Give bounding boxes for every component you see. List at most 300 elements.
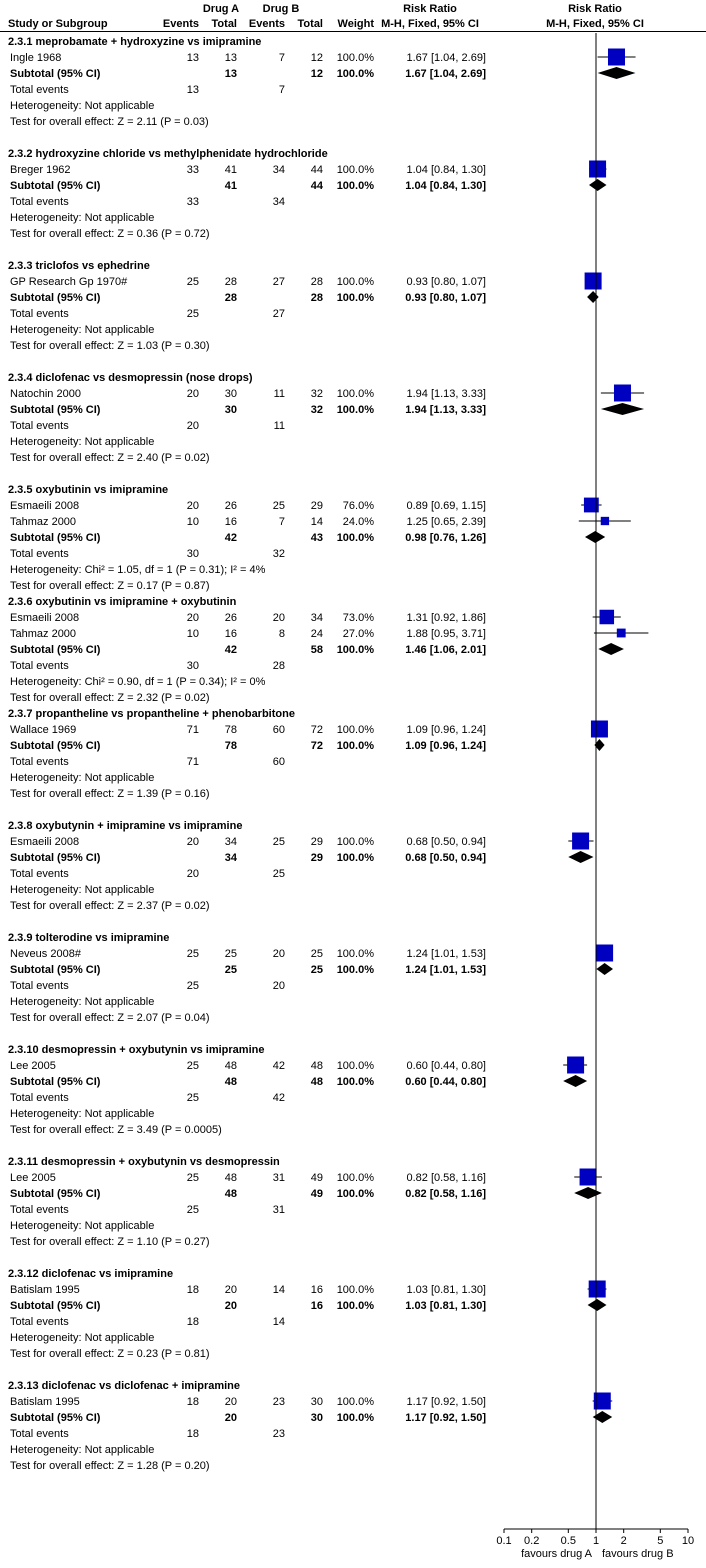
study-ci-text: 1.88 [0.95, 3.71] [406,628,486,640]
study-total-b: 34 [310,612,323,624]
risk-ratio-plot-header: Risk Ratio [568,3,622,15]
subtotal-label: Subtotal (95% CI) [10,532,101,544]
heterogeneity-text: Heterogeneity: Not applicable [10,1220,155,1232]
subtotal-total-b: 43 [310,532,323,544]
subtotal-weight: 100.0% [336,1412,374,1424]
subgroup [8,708,486,800]
forest-rows [8,36,486,1472]
subtotal-label: Subtotal (95% CI) [10,644,101,656]
total-events-label: Total events [10,548,69,560]
total-events-b: 25 [272,868,285,880]
study-name: Esmaeili 2008 [10,612,80,624]
study-total-a: 26 [224,500,237,512]
subgroup [8,484,486,592]
total-events-a: 18 [186,1316,199,1328]
subtotal-ci-text: 1.04 [0.84, 1.30] [405,180,486,192]
total-events-label: Total events [10,308,69,320]
subgroup [8,1268,486,1360]
subtotal-total-b: 49 [310,1188,323,1200]
heterogeneity-text: Heterogeneity: Not applicable [10,996,155,1008]
study-events-a: 18 [186,1396,199,1408]
subtotal-total-b: 48 [310,1076,323,1088]
x-axis-tick-label: 2 [620,1535,627,1547]
subgroup [8,148,486,240]
study-events-a: 20 [186,388,199,400]
x-axis-tick-label: 0.2 [524,1535,540,1547]
subgroup-title: 2.3.11 desmopressin + oxybutynin vs desmopressin [8,1156,280,1168]
heterogeneity-text: Heterogeneity: Not applicable [10,1332,155,1344]
study-events-a: 13 [186,52,199,64]
subgroup [8,596,486,704]
subtotal-diamond [585,531,605,543]
study-ci-text: 1.03 [0.81, 1.30] [406,1284,486,1296]
subgroup-title: 2.3.1 meprobamate + hydroxyzine vs imipramine [8,36,262,48]
subtotal-label: Subtotal (95% CI) [10,404,101,416]
subtotal-weight: 100.0% [336,68,374,80]
total-events-label: Total events [10,1204,69,1216]
study-weight: 100.0% [336,164,374,176]
study-events-a: 18 [186,1284,199,1296]
risk-ratio-header: Risk Ratio [403,3,457,15]
subtotal-label: Subtotal (95% CI) [10,740,101,752]
total-events-a: 71 [186,756,199,768]
forest-marks [563,49,648,1424]
heterogeneity-text: Heterogeneity: Not applicable [10,1444,155,1456]
total-events-b: 32 [272,548,285,560]
study-ci-text: 0.82 [0.58, 1.16] [406,1172,486,1184]
study-total-b: 72 [310,724,323,736]
study-events-b: 7 [278,52,285,64]
study-events-a: 10 [186,516,199,528]
overall-effect-text: Test for overall effect: Z = 2.37 (P = 0.02) [10,900,210,912]
subtotal-weight: 100.0% [336,740,374,752]
study-name: Esmaeili 2008 [10,500,80,512]
subtotal-diamond [598,643,624,655]
subtotal-ci-text: 1.03 [0.81, 1.30] [405,1300,486,1312]
total-events-label: Total events [10,756,69,768]
study-events-b: 20 [272,948,285,960]
heterogeneity-text: Heterogeneity: Not applicable [10,1108,155,1120]
study-events-b: 34 [272,164,285,176]
x-axis-tick-label: 10 [681,1535,695,1547]
total-b-header: Total [297,18,323,30]
subtotal-ci-text: 1.09 [0.96, 1.24] [405,740,486,752]
subtotal-ci-text: 0.93 [0.80, 1.07] [405,292,486,304]
subtotal-total-b: 32 [310,404,323,416]
subtotal-total-b: 12 [310,68,323,80]
subgroup [8,820,486,912]
subtotal-ci-text: 1.17 [0.92, 1.50] [405,1412,486,1424]
subtotal-total-a: 20 [224,1300,237,1312]
subtotal-total-b: 30 [310,1412,323,1424]
study-weight: 100.0% [336,1060,374,1072]
study-name: Neveus 2008# [10,948,81,960]
total-events-label: Total events [10,420,69,432]
overall-effect-text: Test for overall effect: Z = 2.40 (P = 0.02) [10,452,210,464]
subtotal-total-a: 42 [224,644,237,656]
total-events-b: 14 [272,1316,285,1328]
study-weight: 76.0% [342,500,374,512]
subtotal-total-a: 78 [224,740,237,752]
study-ci-text: 0.60 [0.44, 0.80] [406,1060,486,1072]
subtotal-diamond [587,291,599,303]
total-events-a: 20 [186,868,199,880]
study-ci-text: 1.24 [1.01, 1.53] [406,948,486,960]
study-total-b: 49 [310,1172,323,1184]
study-total-b: 24 [310,628,323,640]
total-events-a: 25 [186,1092,199,1104]
subtotal-weight: 100.0% [336,1076,374,1088]
heterogeneity-text: Heterogeneity: Chi² = 1.05, df = 1 (P = 0.31); I² = 4% [10,564,266,576]
subtotal-diamond [601,403,644,415]
total-events-label: Total events [10,1092,69,1104]
study-weight: 100.0% [336,1396,374,1408]
total-events-b: 23 [272,1428,285,1440]
study-total-b: 14 [310,516,323,528]
study-point [580,1169,597,1186]
subtotal-label: Subtotal (95% CI) [10,964,101,976]
study-events-b: 8 [278,628,285,640]
study-total-a: 16 [224,628,237,640]
study-total-a: 26 [224,612,237,624]
study-point [567,1057,584,1074]
study-name: Lee 2005 [10,1172,56,1184]
subtotal-total-a: 25 [224,964,237,976]
study-name: Tahmaz 2000 [10,628,77,640]
overall-effect-text: Test for overall effect: Z = 0.17 (P = 0.87) [10,580,210,592]
subtotal-total-b: 25 [310,964,323,976]
heterogeneity-text: Heterogeneity: Not applicable [10,772,155,784]
study-events-a: 71 [186,724,199,736]
subgroup [8,260,486,352]
study-total-a: 78 [224,724,237,736]
study-total-a: 34 [224,836,237,848]
subgroup [8,1156,486,1248]
study-point [600,610,615,625]
study-total-a: 30 [224,388,237,400]
study-weight: 73.0% [342,612,374,624]
favours-right-label: favours drug B [602,1548,674,1560]
subtotal-total-b: 16 [310,1300,323,1312]
study-events-a: 20 [186,500,199,512]
subtotal-ci-text: 0.60 [0.44, 0.80] [405,1076,486,1088]
subtotal-label: Subtotal (95% CI) [10,1300,101,1312]
subtotal-label: Subtotal (95% CI) [10,1412,101,1424]
subtotal-weight: 100.0% [336,1300,374,1312]
subgroup [8,372,486,464]
subtotal-diamond [596,963,613,975]
study-events-a: 25 [186,276,199,288]
study-total-a: 48 [224,1060,237,1072]
total-events-a: 25 [186,308,199,320]
x-axis-tick-label: 5 [657,1535,664,1547]
subtotal-ci-text: 0.68 [0.50, 0.94] [405,852,486,864]
subgroup-title: 2.3.10 desmopressin + oxybutynin vs imipramine [8,1044,265,1056]
subtotal-ci-text: 1.94 [1.13, 3.33] [405,404,486,416]
study-events-b: 31 [272,1172,285,1184]
overall-effect-text: Test for overall effect: Z = 1.39 (P = 0.16) [10,788,210,800]
total-events-a: 25 [186,1204,199,1216]
study-total-b: 28 [310,276,323,288]
overall-effect-text: Test for overall effect: Z = 2.32 (P = 0.02) [10,692,210,704]
total-events-a: 18 [186,1428,199,1440]
subtotal-weight: 100.0% [336,644,374,656]
study-total-a: 28 [224,276,237,288]
subtotal-ci-text: 0.98 [0.76, 1.26] [405,532,486,544]
subtotal-diamond [574,1187,602,1199]
study-total-b: 30 [310,1396,323,1408]
study-point [589,1281,606,1298]
study-events-a: 25 [186,1060,199,1072]
study-weight: 100.0% [336,836,374,848]
study-point [601,517,609,525]
subtotal-label: Subtotal (95% CI) [10,1076,101,1088]
study-total-b: 32 [310,388,323,400]
subtotal-weight: 100.0% [336,1188,374,1200]
subtotal-total-a: 34 [224,852,237,864]
subgroup-title: 2.3.12 diclofenac vs imipramine [8,1268,174,1280]
total-a-header: Total [211,18,237,30]
subtotal-weight: 100.0% [336,964,374,976]
study-ci-text: 1.67 [1.04, 2.69] [406,52,486,64]
study-events-b: 23 [272,1396,285,1408]
study-events-a: 25 [186,948,199,960]
study-events-b: 7 [278,516,285,528]
subtotal-weight: 100.0% [336,180,374,192]
subtotal-total-b: 44 [310,180,323,192]
total-events-b: 7 [278,84,285,96]
total-events-label: Total events [10,868,69,880]
study-weight: 100.0% [336,388,374,400]
subgroup-title: 2.3.8 oxybutynin + imipramine vs imipramine [8,820,243,832]
total-events-label: Total events [10,980,69,992]
study-events-a: 25 [186,1172,199,1184]
subtotal-ci-text: 1.46 [1.06, 2.01] [405,644,486,656]
study-ci-text: 1.31 [0.92, 1.86] [406,612,486,624]
subtotal-total-a: 20 [224,1412,237,1424]
total-events-b: 27 [272,308,285,320]
subtotal-diamond [563,1075,587,1087]
total-events-a: 30 [186,660,199,672]
subtotal-total-a: 30 [224,404,237,416]
total-events-b: 60 [272,756,285,768]
study-total-a: 16 [224,516,237,528]
study-weight: 100.0% [336,724,374,736]
study-total-b: 25 [310,948,323,960]
study-name: Lee 2005 [10,1060,56,1072]
subtotal-label: Subtotal (95% CI) [10,852,101,864]
study-total-b: 29 [310,500,323,512]
subgroup-title: 2.3.6 oxybutinin vs imipramine + oxybutinin [8,596,237,608]
heterogeneity-text: Heterogeneity: Not applicable [10,884,155,896]
subgroup-title: 2.3.13 diclofenac vs diclofenac + imipramine [8,1380,241,1392]
overall-effect-text: Test for overall effect: Z = 1.03 (P = 0.30) [10,340,210,352]
study-point [608,49,625,66]
study-total-a: 13 [224,52,237,64]
overall-effect-text: Test for overall effect: Z = 1.10 (P = 0.27) [10,1236,210,1248]
subtotal-total-a: 48 [224,1076,237,1088]
x-axis-tick-label: 0.5 [560,1535,576,1547]
study-ci-text: 0.68 [0.50, 0.94] [406,836,486,848]
subtotal-weight: 100.0% [336,852,374,864]
total-events-a: 33 [186,196,199,208]
subgroup [8,932,486,1024]
study-point [585,273,602,290]
study-events-a: 20 [186,836,199,848]
subtotal-total-b: 29 [310,852,323,864]
subtotal-label: Subtotal (95% CI) [10,292,101,304]
subtotal-diamond [568,851,593,863]
study-ci-text: 1.25 [0.65, 2.39] [406,516,486,528]
subtotal-total-a: 48 [224,1188,237,1200]
subtotal-total-a: 28 [224,292,237,304]
subgroup-title: 2.3.3 triclofos vs ephedrine [8,260,150,272]
study-weight: 100.0% [336,52,374,64]
study-name: Natochin 2000 [10,388,81,400]
subtotal-label: Subtotal (95% CI) [10,68,101,80]
subtotal-diamond [588,1299,607,1311]
study-weight: 100.0% [336,1284,374,1296]
study-name: Breger 1962 [10,164,71,176]
study-ci-text: 1.94 [1.13, 3.33] [406,388,486,400]
subtotal-total-a: 42 [224,532,237,544]
total-events-a: 20 [186,420,199,432]
subgroup [8,1044,486,1136]
study-events-b: 27 [272,276,285,288]
overall-effect-text: Test for overall effect: Z = 0.36 (P = 0.72) [10,228,210,240]
overall-effect-text: Test for overall effect: Z = 3.49 (P = 0.0005) [10,1124,222,1136]
study-name: Batislam 1995 [10,1396,80,1408]
study-total-a: 20 [224,1284,237,1296]
study-column-header: Study or Subgroup [8,18,108,30]
subgroup-title: 2.3.5 oxybutinin vs imipramine [8,484,169,496]
study-events-a: 10 [186,628,199,640]
study-name: Tahmaz 2000 [10,516,77,528]
study-total-a: 25 [224,948,237,960]
study-ci-text: 0.89 [0.69, 1.15] [406,500,486,512]
subgroup [8,36,486,128]
total-events-b: 11 [273,420,285,432]
study-total-b: 48 [310,1060,323,1072]
study-weight: 100.0% [336,276,374,288]
subtotal-weight: 100.0% [336,404,374,416]
study-point [584,498,599,513]
total-events-b: 28 [272,660,285,672]
study-name: Ingle 1968 [10,52,62,64]
events-b-header: Events [248,18,285,30]
subtotal-label: Subtotal (95% CI) [10,180,101,192]
study-point [572,833,589,850]
subtotal-total-b: 28 [310,292,323,304]
study-total-a: 41 [224,164,237,176]
total-events-b: 34 [272,196,285,208]
drug-b-header: Drug B [262,3,300,15]
subtotal-weight: 100.0% [336,292,374,304]
study-events-b: 11 [273,388,285,400]
overall-effect-text: Test for overall effect: Z = 1.28 (P = 0.20) [10,1460,210,1472]
subgroup [8,1380,486,1472]
method-plot-header: M-H, Fixed, 95% CI [546,18,644,30]
study-total-b: 12 [310,52,323,64]
total-events-b: 42 [272,1092,285,1104]
study-name: Batislam 1995 [10,1284,80,1296]
overall-effect-text: Test for overall effect: Z = 2.07 (P = 0.04) [10,1012,210,1024]
total-events-a: 30 [186,548,199,560]
total-events-a: 13 [186,84,199,96]
study-point [617,629,626,638]
study-events-b: 42 [272,1060,285,1072]
subgroup-title: 2.3.4 diclofenac vs desmopressin (nose drops) [8,372,253,384]
x-axis-tick-label: 1 [592,1535,600,1547]
study-name: Wallace 1969 [10,724,77,736]
total-events-label: Total events [10,1428,69,1440]
heterogeneity-text: Heterogeneity: Not applicable [10,100,155,112]
study-total-b: 44 [310,164,323,176]
total-events-b: 20 [272,980,285,992]
weight-header: Weight [337,18,374,30]
study-name: GP Research Gp 1970# [10,276,128,288]
total-events-label: Total events [10,660,69,672]
heterogeneity-text: Heterogeneity: Not applicable [10,324,155,336]
study-weight: 100.0% [336,1172,374,1184]
total-events-label: Total events [10,1316,69,1328]
study-events-b: 20 [272,612,285,624]
total-events-label: Total events [10,84,69,96]
study-events-b: 14 [272,1284,285,1296]
subgroup-title: 2.3.7 propantheline vs propantheline + phenobarbitone [8,708,295,720]
subtotal-weight: 100.0% [336,532,374,544]
subtotal-diamond [598,67,636,79]
method-header: M-H, Fixed, 95% CI [381,18,479,30]
heterogeneity-text: Heterogeneity: Not applicable [10,212,155,224]
study-weight: 100.0% [336,948,374,960]
forest-axis [496,33,694,1560]
subtotal-ci-text: 1.24 [1.01, 1.53] [405,964,486,976]
study-ci-text: 0.93 [0.80, 1.07] [406,276,486,288]
subtotal-ci-text: 1.67 [1.04, 2.69] [405,68,486,80]
events-a-header: Events [162,18,199,30]
subtotal-label: Subtotal (95% CI) [10,1188,101,1200]
total-events-label: Total events [10,196,69,208]
study-ci-text: 1.17 [0.92, 1.50] [406,1396,486,1408]
study-weight: 27.0% [342,628,374,640]
study-point [591,721,608,738]
study-name: Esmaeili 2008 [10,836,80,848]
study-total-a: 48 [224,1172,237,1184]
subtotal-total-a: 41 [224,180,237,192]
subtotal-total-b: 72 [310,740,323,752]
subtotal-ci-text: 0.82 [0.58, 1.16] [405,1188,486,1200]
study-events-b: 25 [272,500,285,512]
table-header [0,3,706,32]
heterogeneity-text: Heterogeneity: Chi² = 0.90, df = 1 (P = 0.34); I² = 0% [10,676,266,688]
overall-effect-text: Test for overall effect: Z = 2.11 (P = 0.03) [10,116,209,128]
study-weight: 24.0% [342,516,374,528]
study-ci-text: 1.04 [0.84, 1.30] [406,164,486,176]
total-events-b: 31 [272,1204,285,1216]
study-events-a: 20 [186,612,199,624]
study-total-b: 29 [310,836,323,848]
drug-a-header: Drug A [202,3,240,15]
study-events-a: 33 [186,164,199,176]
overall-effect-text: Test for overall effect: Z = 0.23 (P = 0.81) [10,1348,210,1360]
study-events-b: 60 [272,724,285,736]
study-point [614,385,631,402]
heterogeneity-text: Heterogeneity: Not applicable [10,436,155,448]
x-axis-tick-label: 0.1 [496,1535,512,1547]
subgroup-title: 2.3.2 hydroxyzine chloride vs methylphenidate hydrochloride [8,148,328,160]
study-ci-text: 1.09 [0.96, 1.24] [406,724,486,736]
